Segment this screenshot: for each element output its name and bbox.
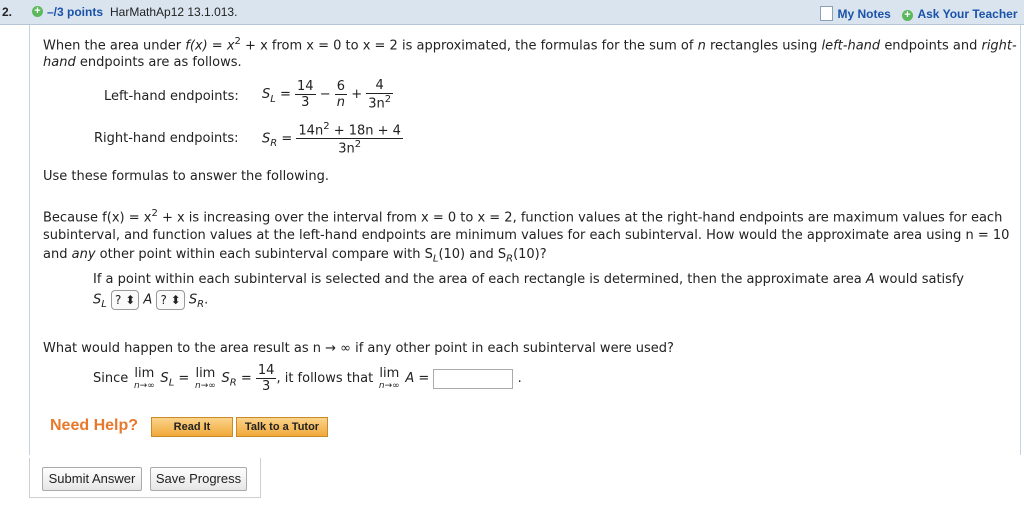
intro-text-3: rectangles using (709, 38, 818, 54)
minus: − (319, 87, 331, 103)
fraction-14-3-limit: $\frac{14}{3}$ (257, 363, 275, 394)
exponent: 2 (234, 36, 241, 47)
read-it-button[interactable]: Read It (151, 417, 233, 437)
comparison-select-2[interactable]: ? ⬍ (156, 290, 184, 310)
question-header (0, 0, 1024, 25)
ask-plus-icon: + (902, 10, 913, 21)
fraction-6-n: $\frac{6}{n}$ (336, 79, 346, 111)
ask-teacher-label: Ask Your Teacher (917, 7, 1018, 21)
my-notes-label: My Notes (837, 7, 891, 21)
left-hand-term: left-hand (821, 38, 881, 54)
question-number: 2. (2, 5, 13, 19)
s-symbol: S (262, 131, 271, 147)
inequality-row: $S_L$ ? ⬍ A ? ⬍ $S_R$. (93, 290, 208, 310)
left-hand-formula (262, 78, 393, 111)
use-formulas-text: Use these formulas to answer the following. (43, 169, 329, 184)
equals: = (281, 131, 293, 147)
need-help-label: Need Help? (50, 417, 139, 434)
para2-line1: Because $f(x) = x^2 + x$ is increasing over the interval from x = 0 to x = 2, function values at the right-hand endpoints are maximum values for each (43, 208, 1003, 226)
fraction-14-3: $\frac{14}{3}$ (297, 79, 314, 111)
talk-to-tutor-button[interactable]: Talk to a Tutor (236, 417, 328, 437)
intro-text-2: + x from x = 0 to x = 2 is approximated, the formulas for the sum of (240, 38, 694, 54)
s-sub-r: R (270, 137, 278, 149)
right-hand-term: right- (981, 38, 1017, 54)
s-symbol: S (262, 87, 271, 103)
function-text: f(x) = x (185, 38, 235, 54)
intro-text-5: endpoints are as follows. (79, 55, 242, 70)
para2-line2: subinterval, and function values at the left-hand endpoints are minimum values for each subinterval. How would the approximate area using n = 10 (43, 228, 1010, 243)
comparison-select-1[interactable]: ? ⬍ (111, 290, 139, 310)
equals: = (279, 87, 291, 103)
intro-line-1 (43, 36, 1017, 53)
my-notes-button[interactable] (820, 5, 891, 23)
limit-row: Since lim n→∞ $S_L$ = lim n→∞ $S_R$ = $\frac{14}{3}$ , it follows that lim n→∞ A = . (93, 363, 522, 394)
notes-icon (820, 6, 833, 21)
para2-line3: and any other point within each subinterval compare with $S_L(10)$ and $S_R(10)$? (43, 247, 547, 265)
left-hand-label: Left-hand endpoints: (104, 89, 239, 104)
question-source: HarMathAp12 13.1.013. (110, 5, 238, 19)
s-sub-l: L (270, 93, 276, 105)
intro-text-4: endpoints and (884, 38, 978, 54)
limit-answer-input[interactable] (433, 369, 513, 389)
save-progress-button[interactable]: Save Progress (150, 467, 247, 491)
limit-question: What would happen to the area result as n → ∞ if any other point in each subinterval were used? (43, 341, 674, 356)
fraction-right: $\frac{14n^2 + 18n + 4}{3n^2}$ (298, 121, 401, 157)
intro-text: When the area under (43, 38, 182, 54)
points-link[interactable]: –/3 points (47, 5, 104, 19)
right-hand-term-2: hand (43, 55, 76, 70)
select-arrows-icon: ⬍ (125, 293, 136, 307)
fraction-4-3n2: $\frac{4}{3n^2}$ (368, 78, 392, 112)
intro-line-2 (43, 55, 242, 70)
ask-teacher-button[interactable] (902, 5, 1018, 23)
submit-answer-button[interactable]: Submit Answer (42, 467, 142, 491)
plus: + (351, 87, 363, 103)
right-hand-formula (262, 121, 403, 157)
n-var: n (697, 38, 706, 54)
right-hand-label: Right-hand endpoints: (94, 131, 239, 146)
para2-line4: If a point within each subinterval is selected and the area of each rectangle is determined, then the approximate area A would satisfy (93, 272, 964, 287)
select-arrows-icon: ⬍ (170, 293, 181, 307)
expand-plus-icon[interactable]: + (32, 6, 43, 17)
